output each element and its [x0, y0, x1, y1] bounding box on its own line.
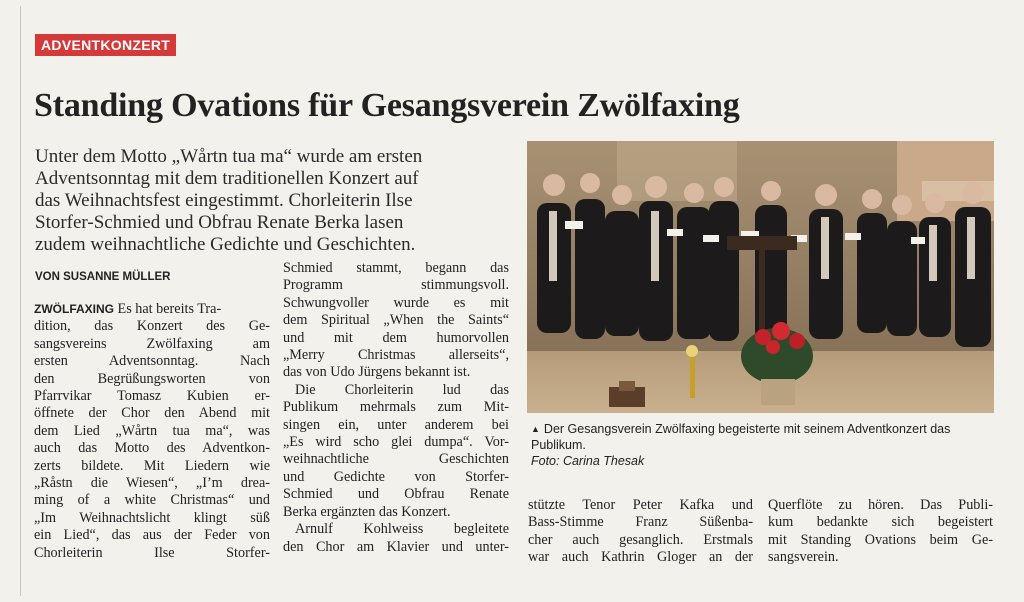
column-line: kum bedankte sich begeistert — [768, 514, 993, 531]
column-line: Arnulf Kohlweiss begleitete — [295, 521, 509, 538]
column-line: zerts bildete. Mit Liedern wie — [34, 457, 270, 474]
column-line: Schwungvoller wurde es mit — [283, 294, 509, 311]
column-line: ming of a white Christmas“ und — [34, 492, 270, 509]
caption-line: Publikum. — [531, 438, 586, 452]
column-line: dem Lied „Wårtn tua ma“, was — [34, 422, 270, 439]
text-column-4 — [768, 497, 993, 567]
column-line: dition, das Konzert des Ge- — [34, 318, 270, 335]
lead-paragraph — [35, 146, 505, 256]
choir-photo-illustration — [527, 141, 994, 413]
column-line: „Merry Christmas allerseits“, — [283, 347, 509, 364]
column-line: dem Spiritual „When the Saints“ — [283, 312, 509, 329]
column-line: das von Udo Jürgens bekannt ist. — [283, 364, 471, 381]
dateline: ZWÖLFAXING — [34, 302, 114, 316]
left-margin-rule — [20, 6, 21, 596]
column-line: mit Standing Ovations beim Ge- — [768, 531, 993, 548]
column-line: „Råstn die Wiesen“, „I’m drea- — [34, 475, 270, 492]
photo-credit: Foto: Carina Thesak — [531, 454, 645, 468]
column-line-rest: Es hat bereits Tra- — [114, 301, 222, 317]
column-line: singen ein, unter anderem bei — [283, 416, 509, 433]
column-line: ein Lied“, das aus der Feder von — [34, 527, 270, 544]
column-line: und Gedichte von Storfer- — [283, 468, 509, 485]
choir-photo — [527, 141, 994, 413]
column-line: sangsverein. — [768, 549, 839, 566]
column-line: Bass-Stimme Franz Süßenba- — [528, 514, 753, 531]
headline: Standing Ovations für Gesangsverein Zwölfaxing — [34, 87, 740, 124]
column-line: „Es wird scho glei dumpa“. Vor- — [283, 434, 509, 451]
text-column-3 — [528, 497, 753, 567]
lead-line: Unter dem Motto „Wårtn tua ma“ wurde am ersten — [35, 146, 423, 167]
lead-line: zudem weihnachtliche Gedichte und Geschichten. — [35, 234, 416, 255]
column-line: öffnete der Chor den Abend mit — [34, 405, 270, 422]
column-line: Pfarrvikar Tomasz Kubien er- — [34, 388, 270, 405]
column-line: sangsvereins Zwölfaxing am — [34, 335, 270, 352]
column-line: den Begrüßungsworten von — [34, 370, 270, 387]
column-line: cher auch gesanglich. Erstmals — [528, 531, 753, 548]
section-kicker: ADVENTKONZERT — [35, 34, 176, 56]
column-line: Schmied stammt, begann das — [283, 260, 509, 276]
column-line — [34, 301, 270, 318]
column-line: Programm stimmungsvoll. — [283, 277, 509, 294]
lead-line: das Weihnachtsfest eingestimmt. Chorleiterin Ilse — [35, 190, 413, 211]
column-line: Publikum mehrmals zum Mit- — [283, 399, 509, 416]
lead-line: Adventsonntag mit dem traditionellen Konzert auf — [35, 168, 419, 189]
column-line: den Chor am Klavier und unter- — [283, 538, 509, 555]
column-line: Querflöte zu hören. Das Publi- — [768, 497, 993, 513]
caption-line: Der Gesangsverein Zwölfaxing begeisterte mit seinem Adventkonzert das — [543, 422, 951, 436]
column-line: Schmied und Obfrau Renate — [283, 486, 509, 503]
column-line: stützte Tenor Peter Kafka und — [528, 497, 753, 513]
column-line: Chorleiterin Ilse Storfer- — [34, 544, 270, 561]
column-line: Die Chorleiterin lud das — [295, 381, 509, 398]
column-line: und mit dem humorvollen — [283, 329, 509, 346]
column-line: war auch Kathrin Gloger an der — [528, 549, 753, 566]
caption-triangle-icon: ▲ — [531, 424, 540, 434]
text-column-1 — [34, 301, 270, 562]
photo-caption — [531, 421, 991, 469]
lead-line: Storfer-Schmied und Obfrau Renate Berka lasen — [35, 212, 404, 233]
text-column-2 — [283, 260, 509, 556]
column-line: Berka ergänzten das Konzert. — [283, 503, 451, 520]
column-line: ersten Adventsonntag. Nach — [34, 353, 270, 370]
column-line: „Im Weihnachtslicht klingt süß — [34, 509, 270, 526]
column-line: auch das Motto des Adventkon- — [34, 440, 270, 457]
byline: VON SUSANNE MÜLLER — [35, 271, 171, 283]
column-line: weihnachtliche Geschichten — [283, 451, 509, 468]
